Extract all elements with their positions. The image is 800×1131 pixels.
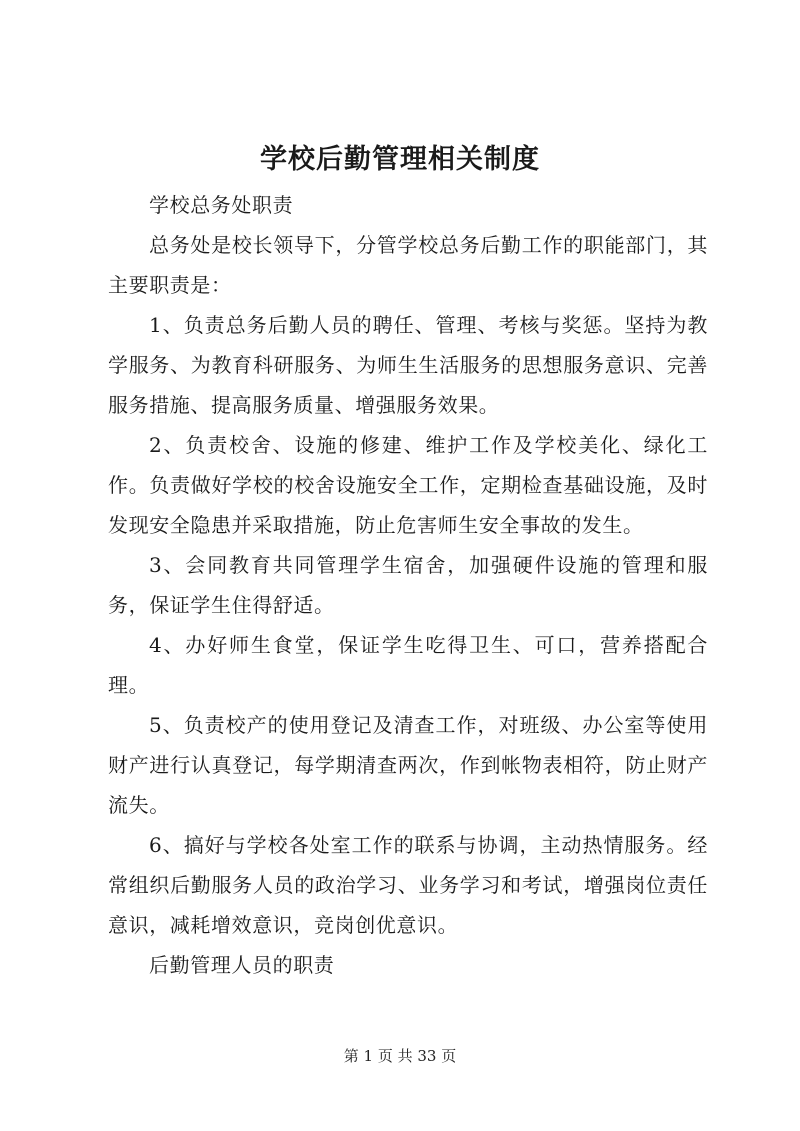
paragraph-item-3: 3、会同教育共同管理学生宿舍，加强硬件设施的管理和服务，保证学生住得舒适。 — [108, 553, 708, 617]
paragraph-item-5: 5、负责校产的使用登记及清查工作，对班级、办公室等使用财产进行认真登记，每学期清查两次，作到帐物表相符，防止财产流失。 — [108, 713, 708, 817]
page-number-footer: 第 1 页 共 33 页 — [343, 1047, 457, 1065]
paragraph-item-1: 1、负责总务后勤人员的聘任、管理、考核与奖惩。坚持为教学服务、为教育科研服务、为师生生活服务的思想服务意识、完善服务措施、提高服务质量、增强服务效果。 — [108, 313, 708, 417]
document-title: 学校后勤管理相关制度 — [260, 144, 540, 175]
paragraph-section-heading: 学校总务处职责 — [149, 193, 294, 217]
paragraph-subheading: 后勤管理人员的职责 — [149, 953, 335, 977]
paragraph-item-6: 6、搞好与学校各处室工作的联系与协调，主动热情服务。经常组织后勤服务人员的政治学习、业务学习和考试，增强岗位责任意识，减耗增效意识，竞岗创优意识。 — [108, 833, 708, 937]
paragraph-item-4: 4、办好师生食堂，保证学生吃得卫生、可口，营养搭配合理。 — [108, 633, 708, 697]
paragraph-item-2: 2、负责校舍、设施的修建、维护工作及学校美化、绿化工作。负责做好学校的校舍设施安全工作，定期检查基础设施，及时发现安全隐患并采取措施，防止危害师生安全事故的发生。 — [108, 433, 708, 537]
document-body — [108, 185, 708, 985]
paragraph-intro: 总务处是校长领导下，分管学校总务后勤工作的职能部门，其主要职责是： — [108, 233, 708, 297]
